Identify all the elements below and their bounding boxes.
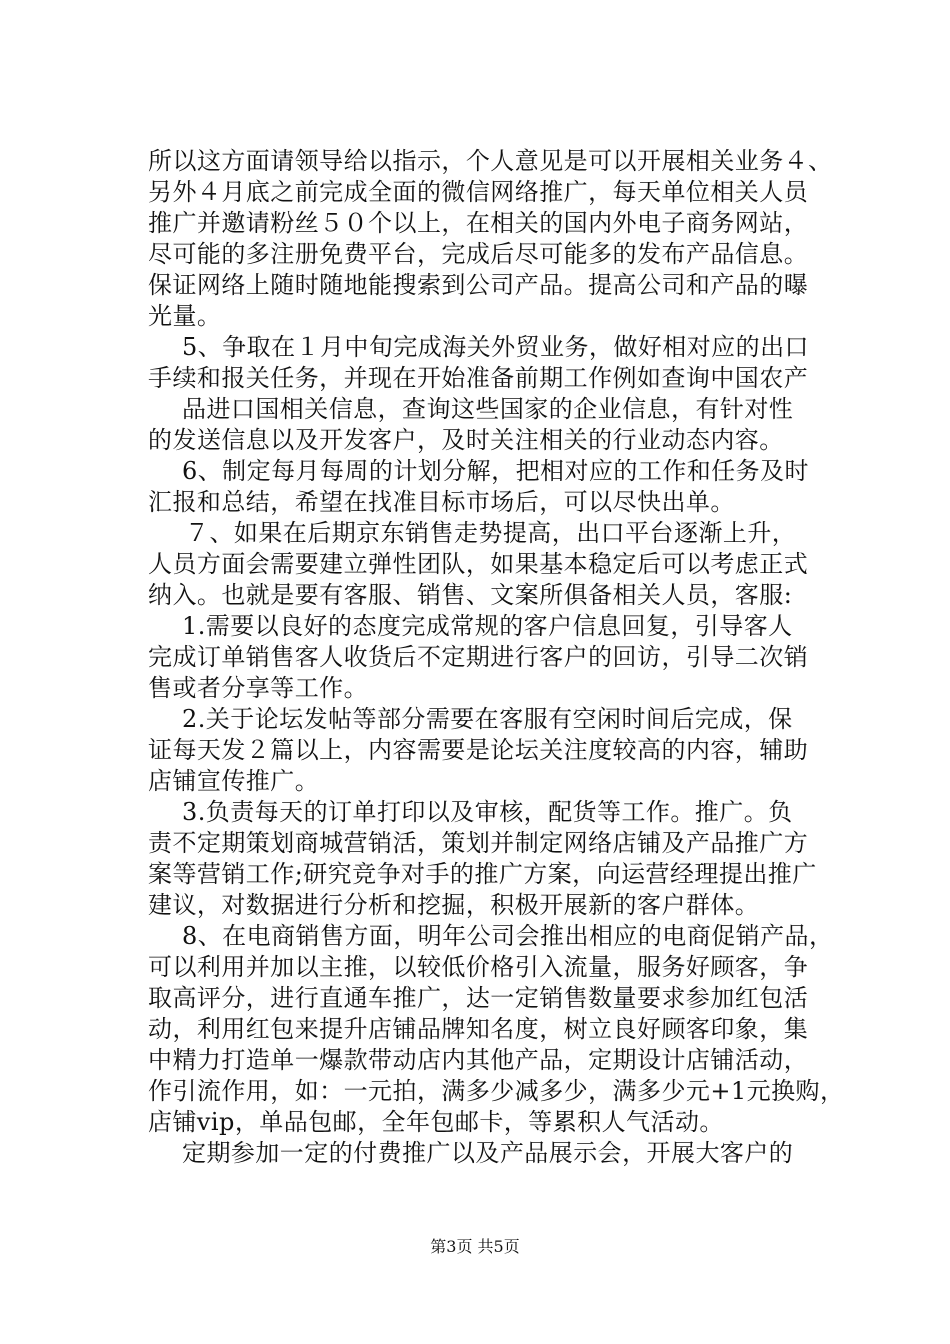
- document-body: [148, 146, 845, 1169]
- text-line: 售或者分享等工作。: [148, 674, 369, 702]
- text-line: 证每天发２篇以上，内容需要是论坛关注度较高的内容，辅助: [148, 736, 809, 764]
- text-line: 完成订单销售客人收货后不定期进行客户的回访，引导二次销: [148, 643, 809, 671]
- paragraph-start-line: 6、制定每月每周的计划分解，把相对应的工作和任务及时: [182, 457, 809, 485]
- text-line: 中精力打造单一爆款带动店内其他产品，定期设计店铺活动，: [148, 1046, 809, 1074]
- page-number: 第3页 共5页: [430, 1237, 520, 1256]
- text-line: 所以这方面请领导给以指示，个人意见是可以开展相关业务４、: [148, 147, 833, 175]
- text-line: 人员方面会需要建立弹性团队，如果基本稳定后可以考虑正式: [148, 550, 809, 578]
- text-line: 推广并邀请粉丝５０个以上，在相关的国内外电子商务网站，: [148, 209, 809, 237]
- paragraph-start-line: ７、如果在后期京东销售走势提高，出口平台逐渐上升，: [185, 519, 797, 547]
- text-line: 店铺宣传推广。: [148, 767, 320, 795]
- text-line: 的发送信息以及开发客户，及时关注相关的行业动态内容。: [148, 426, 784, 454]
- paragraph-start-line: 3.负责每天的订单打印以及审核，配货等工作。推广。负: [182, 798, 793, 826]
- text-line: 保证网络上随时随地能搜索到公司产品。提高公司和产品的曝: [148, 271, 809, 299]
- text-line: 店铺vip，单品包邮，全年包邮卡，等累积人气活动。: [148, 1108, 724, 1136]
- text-line: 汇报和总结，希望在找准目标市场后，可以尽快出单。: [148, 488, 735, 516]
- text-line: 尽可能的多注册免费平台，完成后尽可能多的发布产品信息。: [148, 240, 809, 268]
- text-line: 取高评分，进行直通车推广，达一定销售数量要求参加红包活: [148, 984, 809, 1012]
- text-line: 品进口国相关信息，查询这些国家的企业信息，有针对性: [182, 395, 794, 423]
- paragraph-start-line: 2.关于论坛发帖等部分需要在客服有空闲时间后完成，保: [182, 705, 793, 733]
- text-line: 动，利用红包来提升店铺品牌知名度，树立良好顾客印象，集: [148, 1015, 809, 1043]
- paragraph-start-line: 定期参加一定的付费推广以及产品展示会，开展大客户的: [182, 1139, 794, 1167]
- paragraph-start-line: 8、在电商销售方面，明年公司会推出相应的电商促销产品，: [182, 922, 834, 950]
- text-line: 建议，对数据进行分析和挖掘，积极开展新的客户群体。: [148, 891, 760, 919]
- paragraph-start-line: 5、争取在１月中旬完成海关外贸业务，做好相对应的出口: [182, 333, 809, 361]
- text-line: 责不定期策划商城营销活，策划并制定网络店铺及产品推广方: [148, 829, 809, 857]
- paragraph-start-line: 1.需要以良好的态度完成常规的客户信息回复，引导客人: [182, 612, 793, 640]
- text-line: 光量。: [148, 302, 222, 330]
- text-line: 作引流作用，如：一元拍，满多少减多少，满多少元+1元换购，: [148, 1077, 845, 1105]
- text-line: 另外４月底之前完成全面的微信网络推广，每天单位相关人员: [148, 178, 809, 206]
- text-line: 纳入。也就是要有客服、销售、文案所俱备相关人员，客服:: [148, 581, 793, 609]
- text-line: 案等营销工作;研究竞争对手的推广方案，向运营经理提出推广: [148, 860, 817, 888]
- text-line: 手续和报关任务，并现在开始准备前期工作例如查询中国农产: [148, 364, 809, 392]
- text-line: 可以利用并加以主推，以较低价格引入流量，服务好顾客，争: [148, 953, 809, 981]
